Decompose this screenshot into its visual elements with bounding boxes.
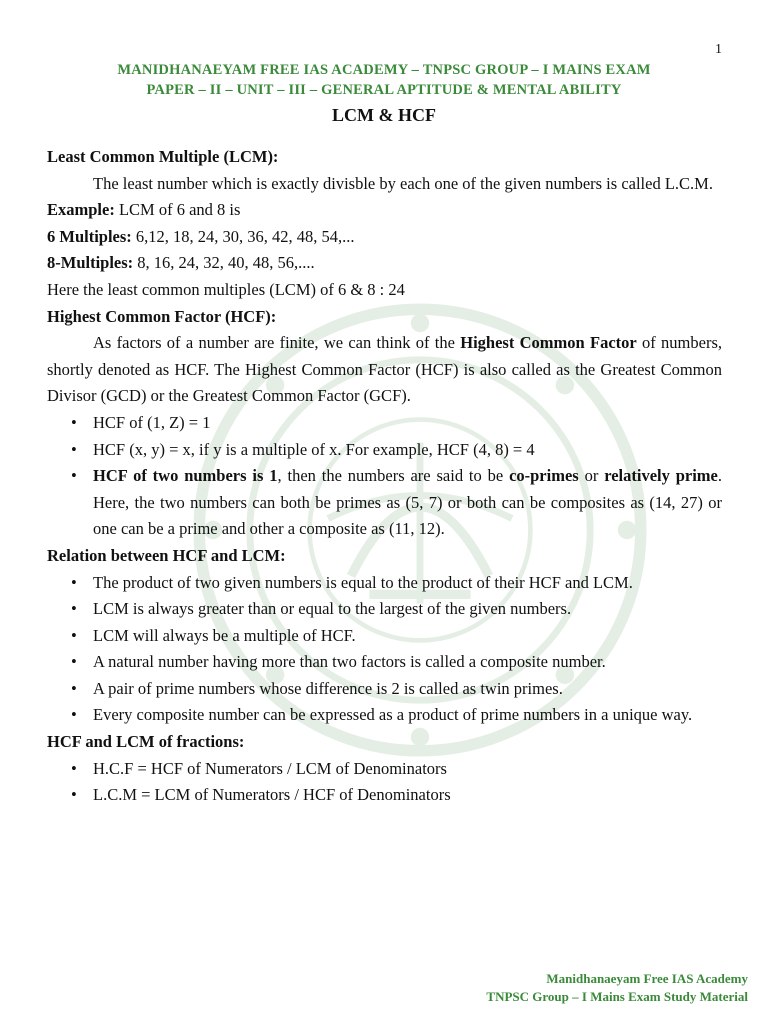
hcf-list <box>47 410 722 543</box>
footer-material: TNPSC Group – I Mains Exam Study Material <box>486 989 748 1004</box>
list-item: • A natural number having more than two factors is called a composite number. <box>93 649 722 676</box>
hcf-para-bold: Highest Common Factor <box>460 333 637 353</box>
list-item: • The product of two given numbers is equal to the product of their HCF and LCM. <box>93 570 722 597</box>
bold-text: relatively prime <box>604 466 718 486</box>
multiples-8-label: 8-Multiples: <box>47 253 134 273</box>
list-text: , then the numbers are said to be <box>277 466 510 486</box>
lcm-heading: Least Common Multiple (LCM): <box>47 147 279 166</box>
multiples-6-label: 6 Multiples: <box>47 226 132 246</box>
page-title: LCM & HCF <box>332 105 436 125</box>
lcm-example <box>47 197 722 224</box>
list-text: or <box>578 466 605 486</box>
footer-academy: Manidhanaeyam Free IAS Academy <box>546 971 748 986</box>
hcf-heading: Highest Common Factor (HCF): <box>47 306 277 326</box>
relation-list <box>47 570 722 730</box>
list-item: • Every composite number can be expressed as a product of prime numbers in a unique way. <box>93 702 722 729</box>
header-paper-line: PAPER – II – UNIT – III – GENERAL APTITUDE & MENTAL ABILITY <box>146 82 622 98</box>
lcm-example-text: LCM of 6 and 8 is <box>114 200 241 220</box>
document-footer <box>486 970 748 1006</box>
lcm-example-label: Example: <box>47 200 115 220</box>
relation-heading: Relation between HCF and LCM: <box>47 545 286 565</box>
lcm-definition: The least number which is exactly divisble by each one of the given numbers is called L.C.M. <box>93 173 713 193</box>
bold-text: co-primes <box>509 466 579 486</box>
document-body <box>47 144 722 809</box>
list-item: • LCM is always greater than or equal to the largest of the given numbers. <box>93 596 722 623</box>
page-number: 1 <box>715 42 722 57</box>
fractions-heading: HCF and LCM of fractions: <box>47 732 245 752</box>
hcf-paragraph <box>47 330 722 410</box>
list-item: • HCF of (1, Z) = 1 <box>93 410 722 437</box>
list-item <box>93 463 722 543</box>
list-item: • A pair of prime numbers whose difference is 2 is called as twin primes. <box>93 676 722 703</box>
hcf-para-text-1: As factors of a number are finite, we can think of the <box>93 333 461 353</box>
list-text: . Here, the two numbers can both be primes as (5, 7) or both can be composites as (14, 27) or one can be a prime and other a composite as (11, 12). <box>93 466 722 539</box>
multiples-6-text: 6,12, 18, 24, 30, 36, 42, 48, 54,... <box>131 226 355 246</box>
hcf-para-text-2: of numbers, shortly denoted as HCF. The Highest Common Factor (HCF) is also called as the Greatest Common Divisor (GCD) or the Greatest Common Factor (GCF). <box>47 333 722 406</box>
list-item: • L.C.M = LCM of Numerators / HCF of Denominators <box>93 782 722 809</box>
fractions-list <box>47 756 722 809</box>
list-item: • H.C.F = HCF of Numerators / LCM of Denominators <box>93 756 722 783</box>
document-header <box>0 60 768 127</box>
multiples-8-text: 8, 16, 24, 32, 40, 48, 56,.... <box>133 253 315 273</box>
header-academy-line: MANIDHANAEYAM FREE IAS ACADEMY – TNPSC GROUP – I MAINS EXAM <box>117 62 651 78</box>
list-item: • HCF (x, y) = x, if y is a multiple of x. For example, HCF (4, 8) = 4 <box>93 437 722 464</box>
lcm-result: Here the least common multiples (LCM) of 6 & 8 : 24 <box>47 279 405 299</box>
multiples-of-8 <box>47 250 722 277</box>
bold-text: HCF of two numbers is 1 <box>93 466 278 486</box>
multiples-of-6 <box>47 224 722 251</box>
list-item: • LCM will always be a multiple of HCF. <box>93 623 722 650</box>
